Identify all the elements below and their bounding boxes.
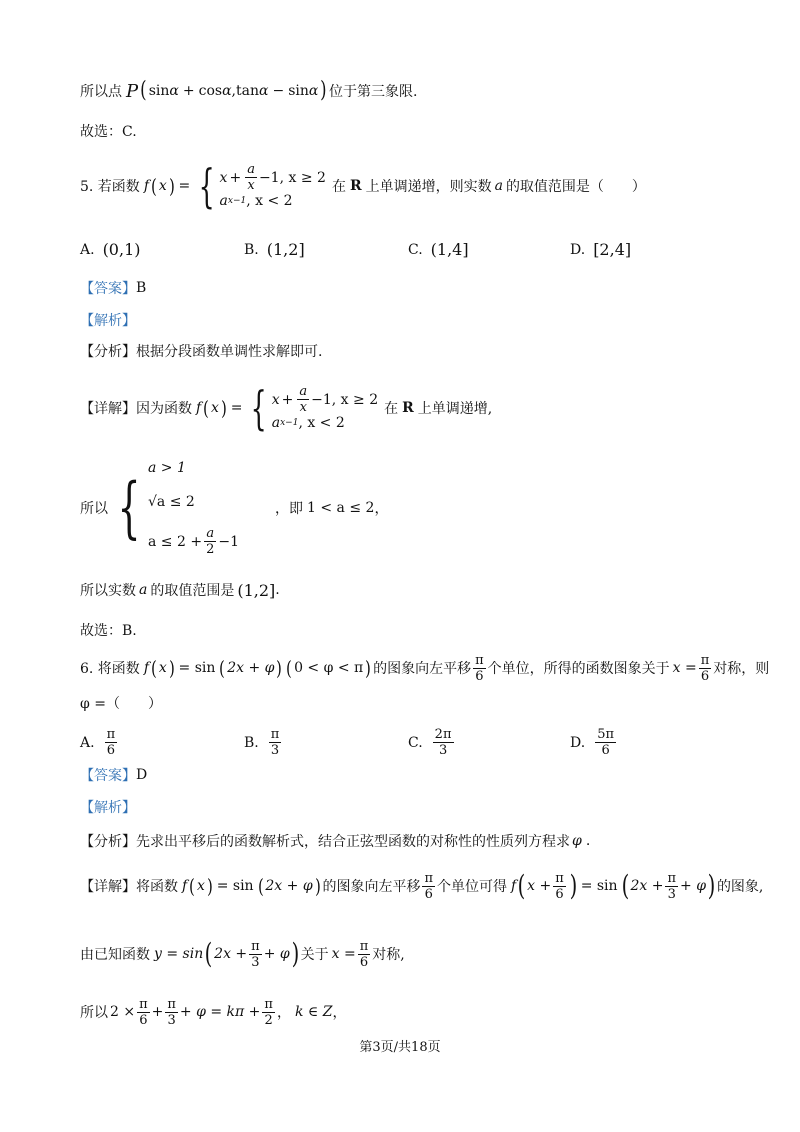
q5-option-d[interactable]: D. [2,4] <box>570 240 632 259</box>
alpha: α <box>308 83 319 99</box>
result: 1 < a ≤ 2 <box>307 500 375 516</box>
base-a: a <box>219 193 228 209</box>
fn-f: f <box>143 178 149 194</box>
answer-value: B <box>136 280 147 296</box>
set-r: R <box>402 400 414 416</box>
system-brace: { a > 1 √a ≤ 2 a ≤ 2 + $\frac{a}{2}$ −1 <box>117 460 239 557</box>
cases <box>220 163 326 209</box>
tag: 【分析】 <box>80 344 136 360</box>
text: 在 <box>384 401 399 417</box>
q5-option-a[interactable]: A. (0,1) <box>80 240 141 259</box>
text: 的取值范围是（ ） <box>505 179 646 195</box>
exponent: x−1 <box>227 196 247 206</box>
line-answer-c: 故选：C. <box>80 124 137 140</box>
case-cond: , x < 2 <box>246 193 293 209</box>
fraction: $\frac{a}{x}$ <box>247 162 255 193</box>
q5-option-c[interactable]: C. (1,4] <box>408 240 469 259</box>
fn-cos: cos <box>198 83 223 99</box>
plus: + <box>182 83 195 99</box>
text: 根据分段函数单调性求解即可. <box>136 344 323 360</box>
page-footer: 第3页/共18页 <box>359 1040 441 1055</box>
text: 上单调递增, <box>417 401 493 417</box>
known-line: 由已知函数 y = sin ( 2x + $\frac{\pi}{3}$ + φ ) 关于 x = $\frac{\pi}{6}$ 对称, <box>80 937 405 970</box>
piecewise: { x + $\frac{a}{x}$ −1, x ≥ 2 a x−1 , x < 2 <box>251 381 379 435</box>
detail-5: 【详解】 因为函数 f ( x ) = { x + $\frac{a}{x}$ −1, x ≥ 2 a x−1 , x < 2 在 R 上单调递增, <box>80 381 493 435</box>
fn-sin: sin <box>288 83 309 99</box>
range-line: 所以实数 a 的取值范围是 (1,2] . <box>80 580 280 600</box>
fenxi-5 <box>80 341 322 361</box>
tag: 【详解】 <box>80 401 136 417</box>
var-x: x <box>211 400 219 416</box>
var-p: P <box>126 80 139 102</box>
inequality-system <box>80 458 388 558</box>
line-point-quadrant: 所以点 P ( sin α + cos α , tan α − sin α ) 位于第三象限. <box>80 78 418 103</box>
var-a: a <box>494 178 503 194</box>
alpha: α <box>259 83 269 99</box>
comma: , <box>231 83 236 99</box>
var-x: x <box>219 169 228 186</box>
text: 上单调递增，则实数 <box>365 179 492 195</box>
equation-line: 所以 2 × $\frac{\pi}{6}$ + $\frac{\pi}{3}$ + φ = kπ + $\frac{\pi}{2}$ ， k ∈ Z ， <box>80 996 347 1028</box>
fn-tan: tan <box>236 83 259 99</box>
alpha: α <box>222 83 232 99</box>
question-5: 5. 若函数 f ( x ) = { x + $\frac{a}{x}$ −1, x ≥ 2 a x−1 , x < 2 在 R 上单调递增，则实数 a 的取值范围是（ ） <box>80 159 646 213</box>
answer-5 <box>80 278 146 298</box>
q6-option-d[interactable]: D. $\frac{5\pi}{6}$ <box>570 727 615 758</box>
q6-option-c[interactable]: C. $\frac{2\pi}{3}$ <box>408 727 452 758</box>
detail-6: 【详解】 将函数 f ( x ) = sin ( 2x + φ ) 的图象向左平移 $\frac{\pi}{6}$ 个单位可得 f ( x + $\frac{\pi}{6}$ ) = sin ( 2x + $\frac{\pi}{3}$ + φ ) 的图象, <box>80 869 764 902</box>
fn-f: f <box>196 400 202 416</box>
q5-option-b[interactable]: B. (1,2] <box>244 240 305 259</box>
piecewise: { x + $\frac{a}{x}$ −1, x ≥ 2 a x−1 , x < 2 <box>198 159 326 213</box>
text: ， <box>374 501 389 517</box>
equals: = <box>178 178 191 194</box>
row-3b: −1 <box>218 533 239 550</box>
analysis-tag-6: 【解析】 <box>80 800 136 816</box>
text: 所以点 <box>80 84 122 100</box>
text: 所以 <box>80 501 108 517</box>
minus: − <box>272 83 285 99</box>
text: 因为函数 <box>136 401 192 417</box>
line-answer-b: 故选：B. <box>80 623 137 639</box>
text: 在 <box>331 179 346 195</box>
answer-6: 【答案】 D <box>80 767 148 784</box>
answer-tag: 【答案】 <box>80 281 136 297</box>
analysis-tag-5: 【解析】 <box>80 313 136 329</box>
text: ，即 <box>275 501 303 517</box>
question-6-cont: φ =（ ） <box>80 696 162 712</box>
question-6: 6. 将函数 f ( x ) = sin ( 2x + φ ) ( 0 < φ < π ) 的图象向左平移 $\frac{\pi}{6}$ 个单位，所得的函数图象关于 x = $\frac{\pi}{6}$ 对称，则 <box>80 652 770 684</box>
system-rows: a > 1 √a ≤ 2 a ≤ 2 + $\frac{a}{2}$ −1 <box>148 460 239 557</box>
text: 位于第三象限. <box>328 84 418 100</box>
var-x: x <box>158 178 167 194</box>
set-r: R <box>349 178 362 194</box>
row-2: √a ≤ 2 <box>148 493 195 510</box>
equals: = <box>230 400 243 416</box>
row-3a: a ≤ 2 + <box>148 533 203 550</box>
plus: + <box>229 169 242 186</box>
case-cond: −1, x ≥ 2 <box>258 169 326 186</box>
fn-sin: sin <box>148 83 170 99</box>
q6-option-b[interactable]: B. $\frac{\pi}{3}$ <box>244 727 280 758</box>
question-text: 5. 若函数 <box>80 179 140 195</box>
cases: x + $\frac{a}{x}$ −1, x ≥ 2 a x−1 , x < 2 <box>271 384 379 431</box>
alpha: α <box>169 83 179 99</box>
row-1: a > 1 <box>148 460 186 476</box>
q6-option-a[interactable]: A. $\frac{\pi}{6}$ <box>80 727 116 758</box>
fenxi-6: 【分析】 先求出平移后的函数解析式，结合正弦型函数的对称性的性质列方程求 φ . <box>80 833 591 850</box>
